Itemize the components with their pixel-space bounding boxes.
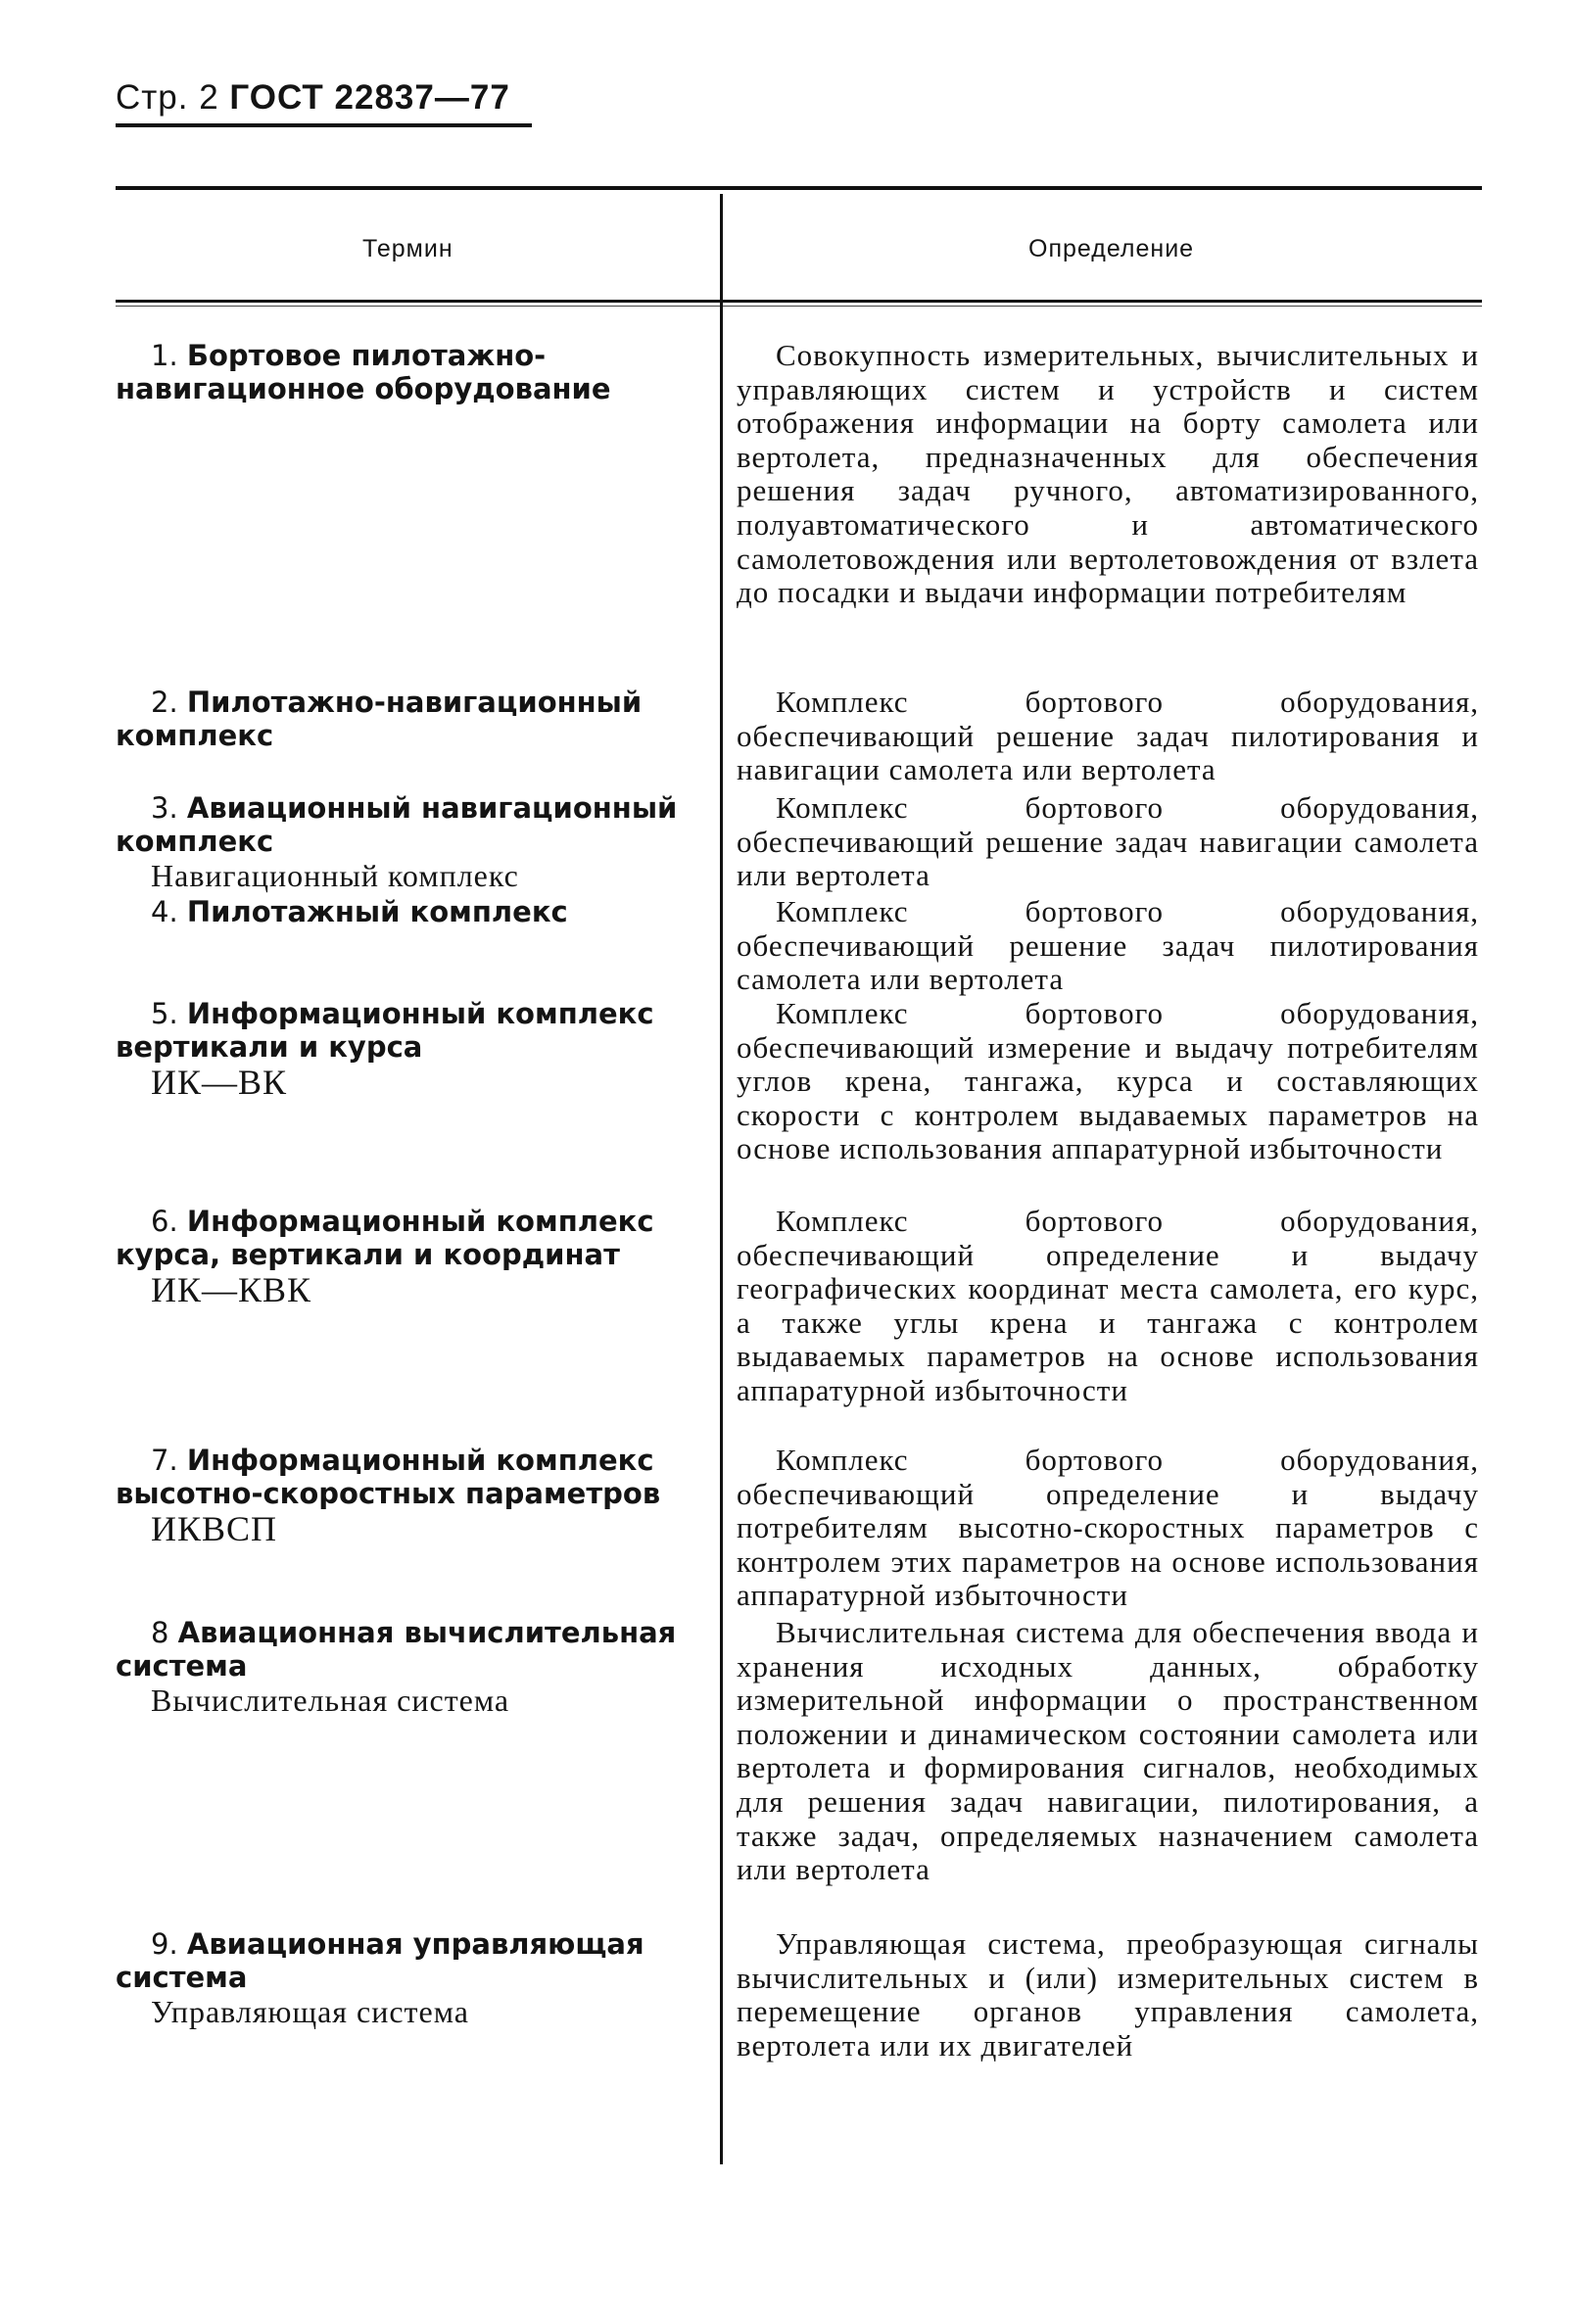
definition-8: Вычислительная система для обеспечения ввода и хранения исходных данных, обработку измерительной информации о пространственном положении и динамическом состоянии самолета или вертолета и формирования сигналов, необходимых для решения задач навигации, пилотирования, а также задач, определяемых назначением самолета или вертолета [737, 1615, 1479, 1887]
column-divider [720, 194, 723, 2164]
term-title: Авиационная управляющая система [116, 1927, 644, 1994]
term-title: Авиационный навигационный комплекс [116, 791, 678, 858]
column-header-definition: Определение [1028, 235, 1195, 262]
term-5 [116, 997, 692, 1101]
table-top-rule [116, 186, 1482, 190]
term-number: 5. [151, 997, 178, 1030]
term-title: Пилотажный комплекс [186, 895, 568, 928]
page-header [116, 78, 510, 118]
header-bottom-rule-thin [116, 306, 1482, 307]
definition-9: Управляющая система, преобразующая сигналы вычислительных и (или) измерительных систем в перемещение органов управления самолета, вертолета или их двигателей [737, 1926, 1479, 2063]
term-title: Бортовое пилотажно-навигационное оборудование [116, 339, 611, 405]
term-number: 2. [151, 686, 178, 719]
term-4 [116, 895, 692, 928]
term-number: 8 [151, 1616, 169, 1649]
term-title: Пилотажно-навигационный комплекс [116, 686, 643, 752]
term-number: 1. [151, 339, 178, 372]
definition-5: Комплекс бортового оборудования, обеспечивающий измерение и выдачу потребителям углов крена, тангажа, курса и составляющих скорости с контролем выдаваемых параметров на основе использования аппаратурной избыточности [737, 996, 1479, 1166]
term-title: Авиационная вычислительная система [116, 1616, 677, 1683]
definition-1: Совокупность измерительных, вычислительных и управляющих систем и устройств и систем отображения информации на борту самолета или вертолета, предназначенных для обеспечения решения задач ручного, автоматизированного, полуавтоматического и автоматического самолетовождения или вертолетовождения от взлета до посадки и выдачи информации потребителям [737, 338, 1479, 610]
term-8 [116, 1616, 692, 1718]
term-abbreviation: ИКВСП [151, 1509, 278, 1548]
definition-3: Комплекс бортового оборудования, обеспечивающий решение задач навигации самолета или вертолета [737, 790, 1479, 893]
term-3 [116, 791, 692, 893]
term-6 [116, 1205, 692, 1308]
term-title: Информационный комплекс вертикали и курса [116, 997, 654, 1064]
term-number: 4. [151, 895, 178, 928]
header-underline [116, 123, 532, 127]
standard-code: ГОСТ 22837—77 [229, 78, 510, 117]
term-9 [116, 1927, 692, 2029]
definition-4: Комплекс бортового оборудования, обеспечивающий решение задач пилотирования самолета или вертолета [737, 894, 1479, 997]
term-number: 7. [151, 1444, 178, 1477]
page-number: Стр. 2 [116, 78, 219, 117]
column-header-term: Термин [362, 235, 453, 262]
term-2 [116, 686, 692, 752]
term-synonym: Навигационный комплекс [151, 858, 519, 893]
term-synonym: Управляющая система [151, 1994, 469, 2029]
term-number: 6. [151, 1205, 178, 1238]
definition-6: Комплекс бортового оборудования, обеспечивающий определение и выдачу географических координат места самолета, его курс, а также углы крена и тангажа с контролем выдаваемых параметров на основе использования аппаратурной избыточности [737, 1204, 1479, 1407]
definition-7: Комплекс бортового оборудования, обеспечивающий определение и выдачу потребителям высотно-скоростных параметров с контролем этих параметров на основе использования аппаратурной избыточности [737, 1443, 1479, 1613]
term-number: 3. [151, 791, 178, 825]
term-abbreviation: ИК—КВК [151, 1270, 312, 1309]
term-7 [116, 1444, 692, 1547]
term-abbreviation: ИК—ВК [151, 1063, 288, 1102]
term-title: Информационный комплекс курса, вертикали и координат [116, 1205, 654, 1271]
term-1 [116, 339, 692, 405]
term-synonym: Вычислительная система [151, 1683, 510, 1718]
term-number: 9. [151, 1927, 178, 1961]
header-bottom-rule [116, 300, 1482, 303]
term-title: Информационный комплекс высотно-скоростных параметров [116, 1444, 661, 1510]
definition-2: Комплекс бортового оборудования, обеспечивающий решение задач пилотирования и навигации самолета или вертолета [737, 685, 1479, 787]
